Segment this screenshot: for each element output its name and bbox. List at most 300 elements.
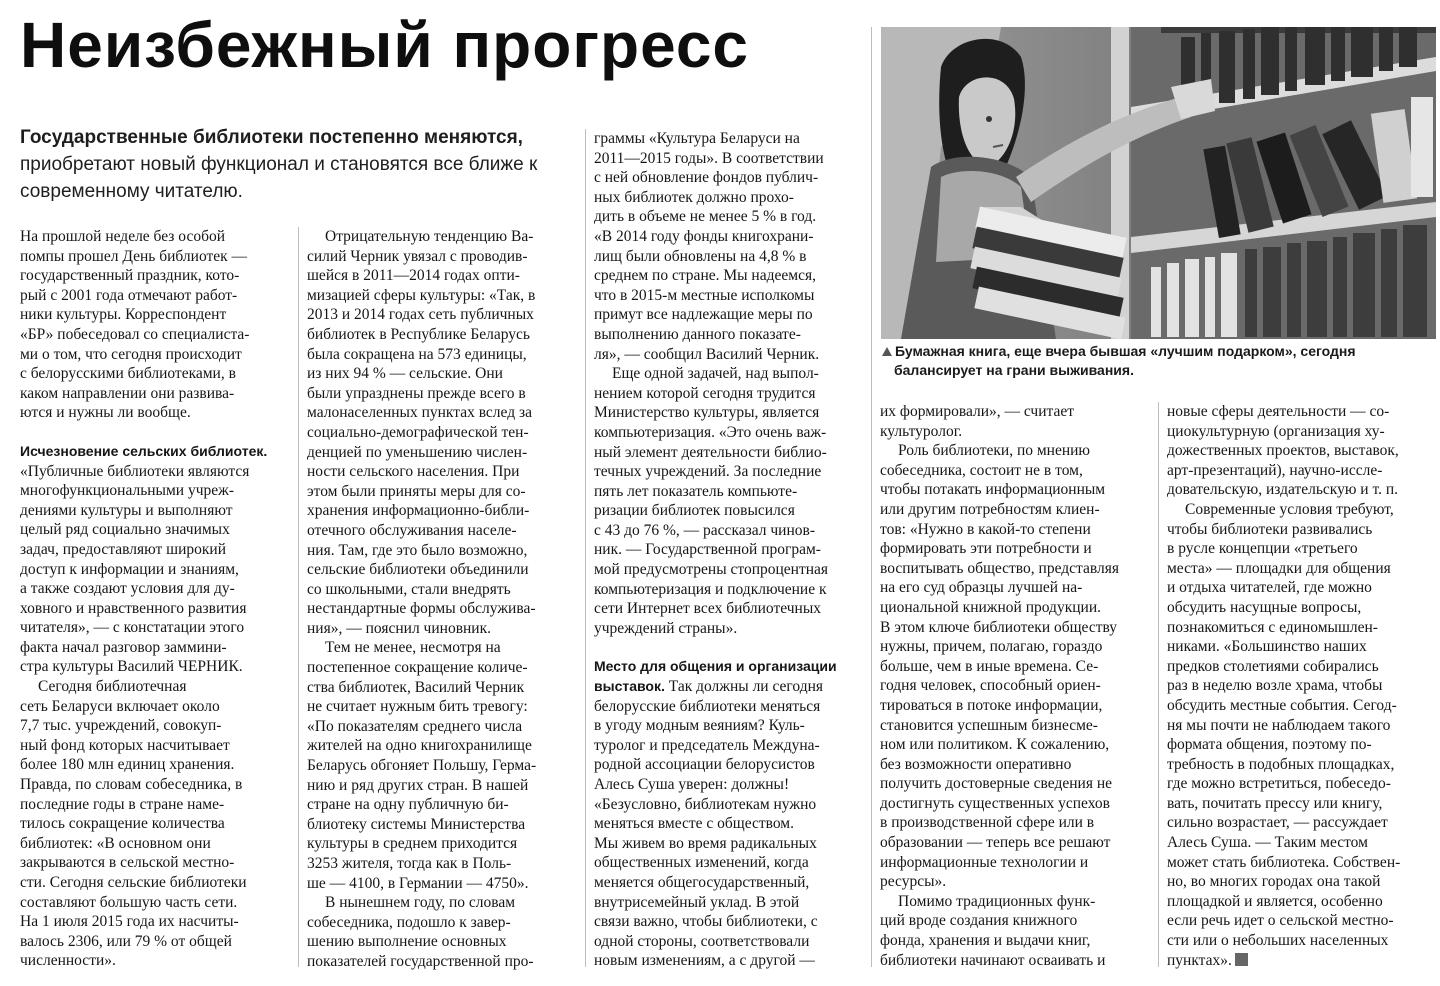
line-text: В нынешнем году, по словам <box>325 894 516 912</box>
line-text: годня человек, способный ориен- <box>880 677 1101 695</box>
text-line <box>880 872 1150 892</box>
text-line <box>594 755 864 775</box>
text-line <box>1167 892 1437 912</box>
text-line <box>307 795 577 815</box>
line-text: достигнуть существенных успехов <box>880 794 1110 812</box>
text-line <box>20 834 290 854</box>
text-line <box>594 207 864 227</box>
text-line <box>594 149 864 169</box>
line-text: На прошлой неделе без особой <box>20 228 226 245</box>
text-line <box>880 422 1150 442</box>
line-text: чтобы библиотеки развивались <box>1167 520 1373 538</box>
line-text: доступ к информации и знаниям, <box>20 560 239 578</box>
line-text: социально-демографической тен- <box>307 423 529 441</box>
text-line <box>594 716 864 736</box>
line-text: тилось сокращение количества <box>20 815 225 833</box>
caption-line-1: Бумажная книга, еще вчера бывшая «лучшим подарком», сегодня <box>895 343 1356 359</box>
line-text: циокультурную (организация ху- <box>1167 422 1385 440</box>
line-text: и отдыха читателей, где можно <box>1167 579 1372 597</box>
text-line <box>20 403 290 423</box>
line-text: воспитывать общество, представляя <box>880 559 1119 577</box>
line-text: Сегодня библиотечная <box>38 678 187 696</box>
line-text: целый ряд социально значимых <box>20 521 230 539</box>
text-column-5 <box>1167 402 1437 970</box>
text-line <box>880 813 1150 833</box>
text-line <box>594 677 864 697</box>
line-text: В этом ключе библиотеки обществу <box>880 618 1118 636</box>
text-line <box>880 911 1150 931</box>
line-text: 7,7 тыс. учреждений, совокуп- <box>20 717 222 735</box>
text-line <box>20 325 290 345</box>
line-text: Роль библиотеки, по мнению <box>898 442 1091 460</box>
text-line <box>594 932 864 952</box>
text-line <box>1167 461 1437 481</box>
text-line <box>20 384 290 404</box>
text-column-4 <box>880 402 1150 970</box>
text-line <box>307 874 577 894</box>
line-text: ный элемент деятельности библио- <box>594 443 827 461</box>
line-text: была сокращена на 573 единицы, <box>307 345 527 363</box>
line-text: нужны, причем, полагаю, гораздо <box>880 638 1103 656</box>
line-text: внутрисемейный уклад. В этой <box>594 893 800 911</box>
text-line <box>594 325 864 345</box>
text-line <box>594 814 864 834</box>
text-line <box>20 560 290 580</box>
text-line <box>594 423 864 443</box>
text-column-3 <box>594 129 864 971</box>
line-text: шению выполнение основных <box>307 933 507 951</box>
article-photo <box>881 27 1436 339</box>
line-text: помпы прошел День библиотек — <box>20 247 248 265</box>
text-line <box>307 227 577 247</box>
text-line <box>1167 872 1437 892</box>
line-text: этом были приняты меры для со- <box>307 482 526 500</box>
line-text: граммы «Культура Беларуси на <box>594 130 800 147</box>
line-text: Беларусь обгоняет Польшу, Герма- <box>307 757 537 775</box>
line-text: Так должны ли сегодня <box>664 678 824 696</box>
photo-caption <box>882 342 1432 380</box>
line-text: с 43 до 76 %, — рассказал чинов- <box>594 521 815 539</box>
text-line <box>307 501 577 521</box>
line-text: денцией по уменьшению числен- <box>307 443 528 461</box>
text-line <box>594 834 864 854</box>
text-line <box>880 931 1150 951</box>
text-line <box>307 599 577 619</box>
line-text: ник. — Государственной програм- <box>594 541 821 559</box>
line-text: Еще одной задачей, над выпол- <box>612 365 819 383</box>
text-line <box>1167 853 1437 873</box>
text-line <box>20 345 290 365</box>
text-line <box>880 618 1150 638</box>
text-line <box>594 345 864 365</box>
paragraph-gap <box>594 638 864 657</box>
line-text: течных учреждений. За последние <box>594 463 822 481</box>
line-text: но, во многих городах она такой <box>1167 873 1381 891</box>
line-text: места» — площадки для общения <box>1167 559 1391 577</box>
line-text: показателей государственной про- <box>307 952 534 970</box>
text-line <box>20 227 290 247</box>
line-text: составляют большую часть сети. <box>20 893 238 911</box>
text-line <box>880 833 1150 853</box>
line-text: обсудить местные события. Сегод- <box>1167 696 1397 714</box>
line-text: читателя», — с констатации этого <box>20 619 245 637</box>
text-line <box>20 951 290 971</box>
line-text: в угоду модным веяниям? Куль- <box>594 717 805 735</box>
text-line <box>20 364 290 384</box>
text-line <box>20 932 290 952</box>
paragraph-gap <box>20 423 290 442</box>
line-text: ресурсы». <box>880 873 947 891</box>
line-text: новым изменениям, а с другой — <box>594 952 815 970</box>
line-text: мой предусмотрены стопроцентная <box>594 561 829 579</box>
text-line <box>594 873 864 893</box>
text-line <box>20 677 290 697</box>
line-text: дожественных проектов, выставок, <box>1167 442 1399 460</box>
text-line <box>307 443 577 463</box>
text-line <box>1167 637 1437 657</box>
line-text: отечного обслуживания населе- <box>307 521 517 539</box>
subheading: Исчезновение сельских библиотек. <box>20 442 268 459</box>
text-line <box>307 266 577 286</box>
text-line <box>1167 578 1437 598</box>
text-line <box>880 716 1150 736</box>
lead-bold: Государственные библиотеки постепенно меняются, <box>20 127 523 148</box>
text-line <box>594 305 864 325</box>
text-line <box>20 893 290 913</box>
text-line <box>20 481 290 501</box>
text-line <box>594 657 864 677</box>
line-text: Тем не менее, несмотря на <box>325 639 501 657</box>
text-line <box>594 403 864 423</box>
line-text: формата общения, поэтому по- <box>1167 736 1372 754</box>
line-text: Правда, по словам собеседника, в <box>20 776 243 794</box>
line-text: нию и ряд других стран. В нашей <box>307 776 529 794</box>
article-title: Неизбежный прогресс <box>20 9 749 81</box>
text-line <box>1167 911 1437 931</box>
line-text: или другим потребностям клиен- <box>880 500 1100 518</box>
text-line <box>594 521 864 541</box>
line-text: ля», — сообщил Василий Черник. <box>594 345 820 363</box>
caption-line-2: балансирует на грани выживания. <box>894 362 1134 378</box>
text-line <box>307 932 577 952</box>
line-text: никами. «Большинство наших <box>1167 638 1367 656</box>
line-text: пять лет показатель компьюте- <box>594 482 798 500</box>
line-text: «По показателям среднего числа <box>307 717 523 735</box>
text-line <box>20 795 290 815</box>
line-text: с ней обновление фондов публич- <box>594 169 819 187</box>
text-line <box>307 325 577 345</box>
text-line <box>20 266 290 286</box>
text-line <box>20 853 290 873</box>
line-text: стра культуры Василий ЧЕРНИК. <box>20 658 243 676</box>
text-line <box>307 560 577 580</box>
line-text: Алесь Суша уверен: должны! <box>594 776 790 793</box>
line-text: не считает нужным бить тревогу: <box>307 698 528 716</box>
text-line <box>307 913 577 933</box>
line-text: «Публичные библиотеки являются <box>20 462 250 480</box>
text-line <box>307 697 577 717</box>
text-line <box>307 776 577 796</box>
text-line <box>594 795 864 815</box>
line-text: ций вроде создания книжного <box>880 912 1078 930</box>
line-text: белорусские библиотеки меняться <box>594 697 821 715</box>
line-text: сти. Сегодня сельские библиотеки <box>20 874 247 891</box>
text-line <box>20 873 290 893</box>
text-line <box>594 560 864 580</box>
text-line <box>594 540 864 560</box>
text-line <box>307 247 577 267</box>
line-text: Алесь Суша. — Таким местом <box>1167 834 1368 852</box>
line-text: их формировали», — считает <box>880 403 1075 420</box>
line-text: библиотек: «В основном они <box>20 834 211 852</box>
line-text: раз в неделю возле храма, чтобы <box>1167 677 1383 695</box>
text-line <box>594 912 864 932</box>
text-line <box>1167 500 1437 520</box>
text-line <box>594 599 864 619</box>
text-line <box>594 697 864 717</box>
line-text: культуролог. <box>880 422 963 440</box>
line-text: из них 94 % — сельские. Они <box>307 365 503 383</box>
text-line <box>307 638 577 658</box>
text-line <box>880 441 1150 461</box>
text-line <box>20 520 290 540</box>
text-line <box>1167 716 1437 736</box>
line-text: тироваться в потоке информации, <box>880 696 1103 714</box>
text-line <box>1167 774 1437 794</box>
line-text: собеседника, подошло к завер- <box>307 913 511 931</box>
text-line <box>307 305 577 325</box>
text-line <box>880 755 1150 775</box>
text-line <box>880 461 1150 481</box>
text-line <box>1167 422 1437 442</box>
line-text: меняется общегосударственный, <box>594 873 810 891</box>
text-line <box>1167 559 1437 579</box>
line-text: пунктах». <box>1167 951 1232 969</box>
line-text: ном или политиком. К сожалению, <box>880 736 1110 754</box>
subheading: выставок. <box>594 678 665 695</box>
text-line <box>1167 696 1437 716</box>
text-line <box>594 893 864 913</box>
line-text: общественных изменений, когда <box>594 854 809 872</box>
text-line <box>594 580 864 600</box>
line-text: тов: «Нужно в какой-то степени <box>880 520 1091 538</box>
line-text: многофункциональными учреж- <box>20 482 234 500</box>
line-text: предков столетиями собирались <box>1167 657 1379 675</box>
line-text: ности сельского населения. При <box>307 463 520 481</box>
text-line <box>20 736 290 756</box>
text-line <box>307 521 577 541</box>
line-text: сти или о небольших населенных <box>1167 932 1389 950</box>
line-text: 2013 и 2014 годах сеть публичных <box>307 306 534 324</box>
line-text: чтобы потакать информационным <box>880 481 1106 499</box>
line-text: туролог и председатель Междуна- <box>594 736 820 754</box>
text-line <box>880 774 1150 794</box>
line-text: компьютеризация. «Это очень важ- <box>594 423 827 441</box>
text-line <box>1167 441 1437 461</box>
text-line <box>20 716 290 736</box>
text-line <box>1167 833 1437 853</box>
line-text: довательскую, издательскую и т. п. <box>1167 481 1399 499</box>
text-line <box>20 579 290 599</box>
line-text: меняться вместе с обществом. <box>594 815 794 833</box>
lead-rest: приобретают новый функционал и становятся все ближе к современному читателю. <box>20 154 538 202</box>
line-text: площадкой и является, особенно <box>1167 892 1383 910</box>
line-text: шейся в 2011—2014 годах опти- <box>307 267 520 285</box>
line-text: становится успешным бизнесме- <box>880 716 1098 734</box>
line-text: факта начал разговор заммини- <box>20 638 227 656</box>
line-text: информационные технологии и <box>880 853 1089 871</box>
line-text: ства библиотек, Василий Черник <box>307 678 525 696</box>
line-text: получить достоверные сведения не <box>880 775 1112 793</box>
text-line <box>20 814 290 834</box>
line-text: ный фонд которых насчитывает <box>20 736 230 754</box>
line-text: в производственной сфере или в <box>880 814 1095 832</box>
librarian-photo-illustration <box>881 27 1436 339</box>
text-line <box>594 501 864 521</box>
text-line <box>880 696 1150 716</box>
line-text: арт-презентаций), научно-иссле- <box>1167 461 1383 479</box>
text-line <box>20 462 290 482</box>
text-line <box>594 853 864 873</box>
line-text: валось 2306, или 79 % от общей <box>20 932 232 950</box>
line-text: выполнению данного показате- <box>594 325 801 343</box>
text-line <box>1167 931 1437 951</box>
text-line <box>307 580 577 600</box>
line-text: компьютеризация и подключение к <box>594 580 827 598</box>
line-text: если речь идет о сельской местно- <box>1167 912 1394 930</box>
text-line <box>20 912 290 932</box>
text-line <box>880 559 1150 579</box>
line-text: сети Интернет всех библиотечных <box>594 600 821 618</box>
text-line <box>20 697 290 717</box>
column-divider <box>871 27 872 967</box>
text-line <box>880 402 1150 422</box>
text-line <box>20 442 290 462</box>
line-text: связи важно, чтобы библиотеки, с <box>594 913 818 931</box>
text-line <box>880 794 1150 814</box>
line-text: что в 2015-м местные исполкомы <box>594 286 815 304</box>
column-divider <box>585 129 586 967</box>
text-line <box>1167 794 1437 814</box>
text-line <box>1167 735 1437 755</box>
line-text: библиотеки начинают осваивать и <box>880 951 1106 969</box>
line-text: ризации библиотек повысился <box>594 502 795 520</box>
line-text: ются и нужны ли вообще. <box>20 404 191 422</box>
line-text: сильно возрастает, — рассуждает <box>1167 814 1388 832</box>
line-text: на его суд образцы лучшей на- <box>880 579 1083 597</box>
line-text: среднем по стране. Мы надеемся, <box>594 267 816 285</box>
text-line <box>594 168 864 188</box>
text-line <box>20 501 290 521</box>
text-line <box>1167 755 1437 775</box>
line-text: задач, предоставляют широкий <box>20 540 227 558</box>
line-text: Министерство культуры, является <box>594 404 820 422</box>
text-line <box>307 854 577 874</box>
text-line <box>307 834 577 854</box>
line-text: новые сферы деятельности — со- <box>1167 403 1390 420</box>
line-text: постепенное сокращение количе- <box>307 659 528 677</box>
text-line <box>1167 813 1437 833</box>
line-text: численности». <box>20 952 116 970</box>
line-text: требность в подобных площадках, <box>1167 755 1395 773</box>
line-text: образовании — теперь все решают <box>880 834 1111 852</box>
text-line <box>594 482 864 502</box>
line-text: примут все надлежащие меры по <box>594 306 813 324</box>
line-text: учреждений страны». <box>594 619 738 637</box>
line-text: формировать эти потребности и <box>880 540 1092 558</box>
text-line <box>307 736 577 756</box>
text-line <box>594 384 864 404</box>
line-text: собеседника, состоит не в том, <box>880 461 1083 479</box>
text-line <box>307 893 577 913</box>
line-text: ния. Там, где это было возможно, <box>307 541 528 559</box>
text-line <box>880 637 1150 657</box>
text-line <box>880 892 1150 912</box>
line-text: силий Черник увязал с проводив- <box>307 247 528 265</box>
text-line <box>20 540 290 560</box>
text-line <box>1167 520 1437 540</box>
text-line <box>594 129 864 149</box>
line-text: а также создают условия для ду- <box>20 580 235 598</box>
line-text: сельские библиотеки объединили <box>307 561 529 579</box>
end-of-article-square-icon <box>1235 953 1248 966</box>
text-line <box>1167 480 1437 500</box>
line-text: Мы живем во время радикальных <box>594 834 817 852</box>
line-text: жителей на одно книгохранилище <box>307 737 532 755</box>
text-line <box>307 756 577 776</box>
column-divider <box>298 227 299 967</box>
text-line <box>307 541 577 561</box>
line-text: нестандартные формы обслужива- <box>307 600 536 618</box>
text-line <box>594 462 864 482</box>
article-lead <box>20 124 575 205</box>
text-column-2 <box>307 227 577 972</box>
line-text: фонда, хранения и выдачи книг, <box>880 932 1091 950</box>
line-text: ня мы почти не наблюдаем такого <box>1167 716 1391 734</box>
text-line <box>594 775 864 795</box>
line-text: вать, почитать прессу или книгу, <box>1167 794 1383 812</box>
text-line <box>307 286 577 306</box>
line-text: лищ были обновлены на 4,8 % в <box>594 247 807 265</box>
text-line <box>20 657 290 677</box>
line-text: были упразднены прежде всего в <box>307 384 526 402</box>
text-line <box>880 598 1150 618</box>
line-text: рый с 2001 года отмечают работ- <box>20 286 238 304</box>
text-line <box>20 599 290 619</box>
text-line <box>1167 598 1437 618</box>
line-text: «БР» побеседовал со специалиста- <box>20 325 250 343</box>
text-line <box>307 403 577 423</box>
text-line <box>307 658 577 678</box>
text-line <box>20 305 290 325</box>
line-text: где можно встретиться, побеседо- <box>1167 775 1391 793</box>
line-text: может стать библиотека. Собствен- <box>1167 853 1401 871</box>
line-text: каком направлении они развива- <box>20 384 235 402</box>
text-line <box>1167 951 1437 971</box>
line-text: одной стороны, соответствовали <box>594 932 810 950</box>
text-line <box>20 755 290 775</box>
text-line <box>307 345 577 365</box>
text-line <box>880 676 1150 696</box>
line-text: закрываются в сельской местно- <box>20 854 235 872</box>
text-line <box>880 539 1150 559</box>
line-text: 3253 жителя, тогда как в Поль- <box>307 855 512 872</box>
line-text: ния», — пояснил чиновник. <box>307 619 492 637</box>
line-text: «Безусловно, библиотекам нужно <box>594 795 817 813</box>
text-line <box>307 678 577 698</box>
text-line <box>594 188 864 208</box>
line-text: в русле концепции «третьего <box>1167 540 1358 558</box>
